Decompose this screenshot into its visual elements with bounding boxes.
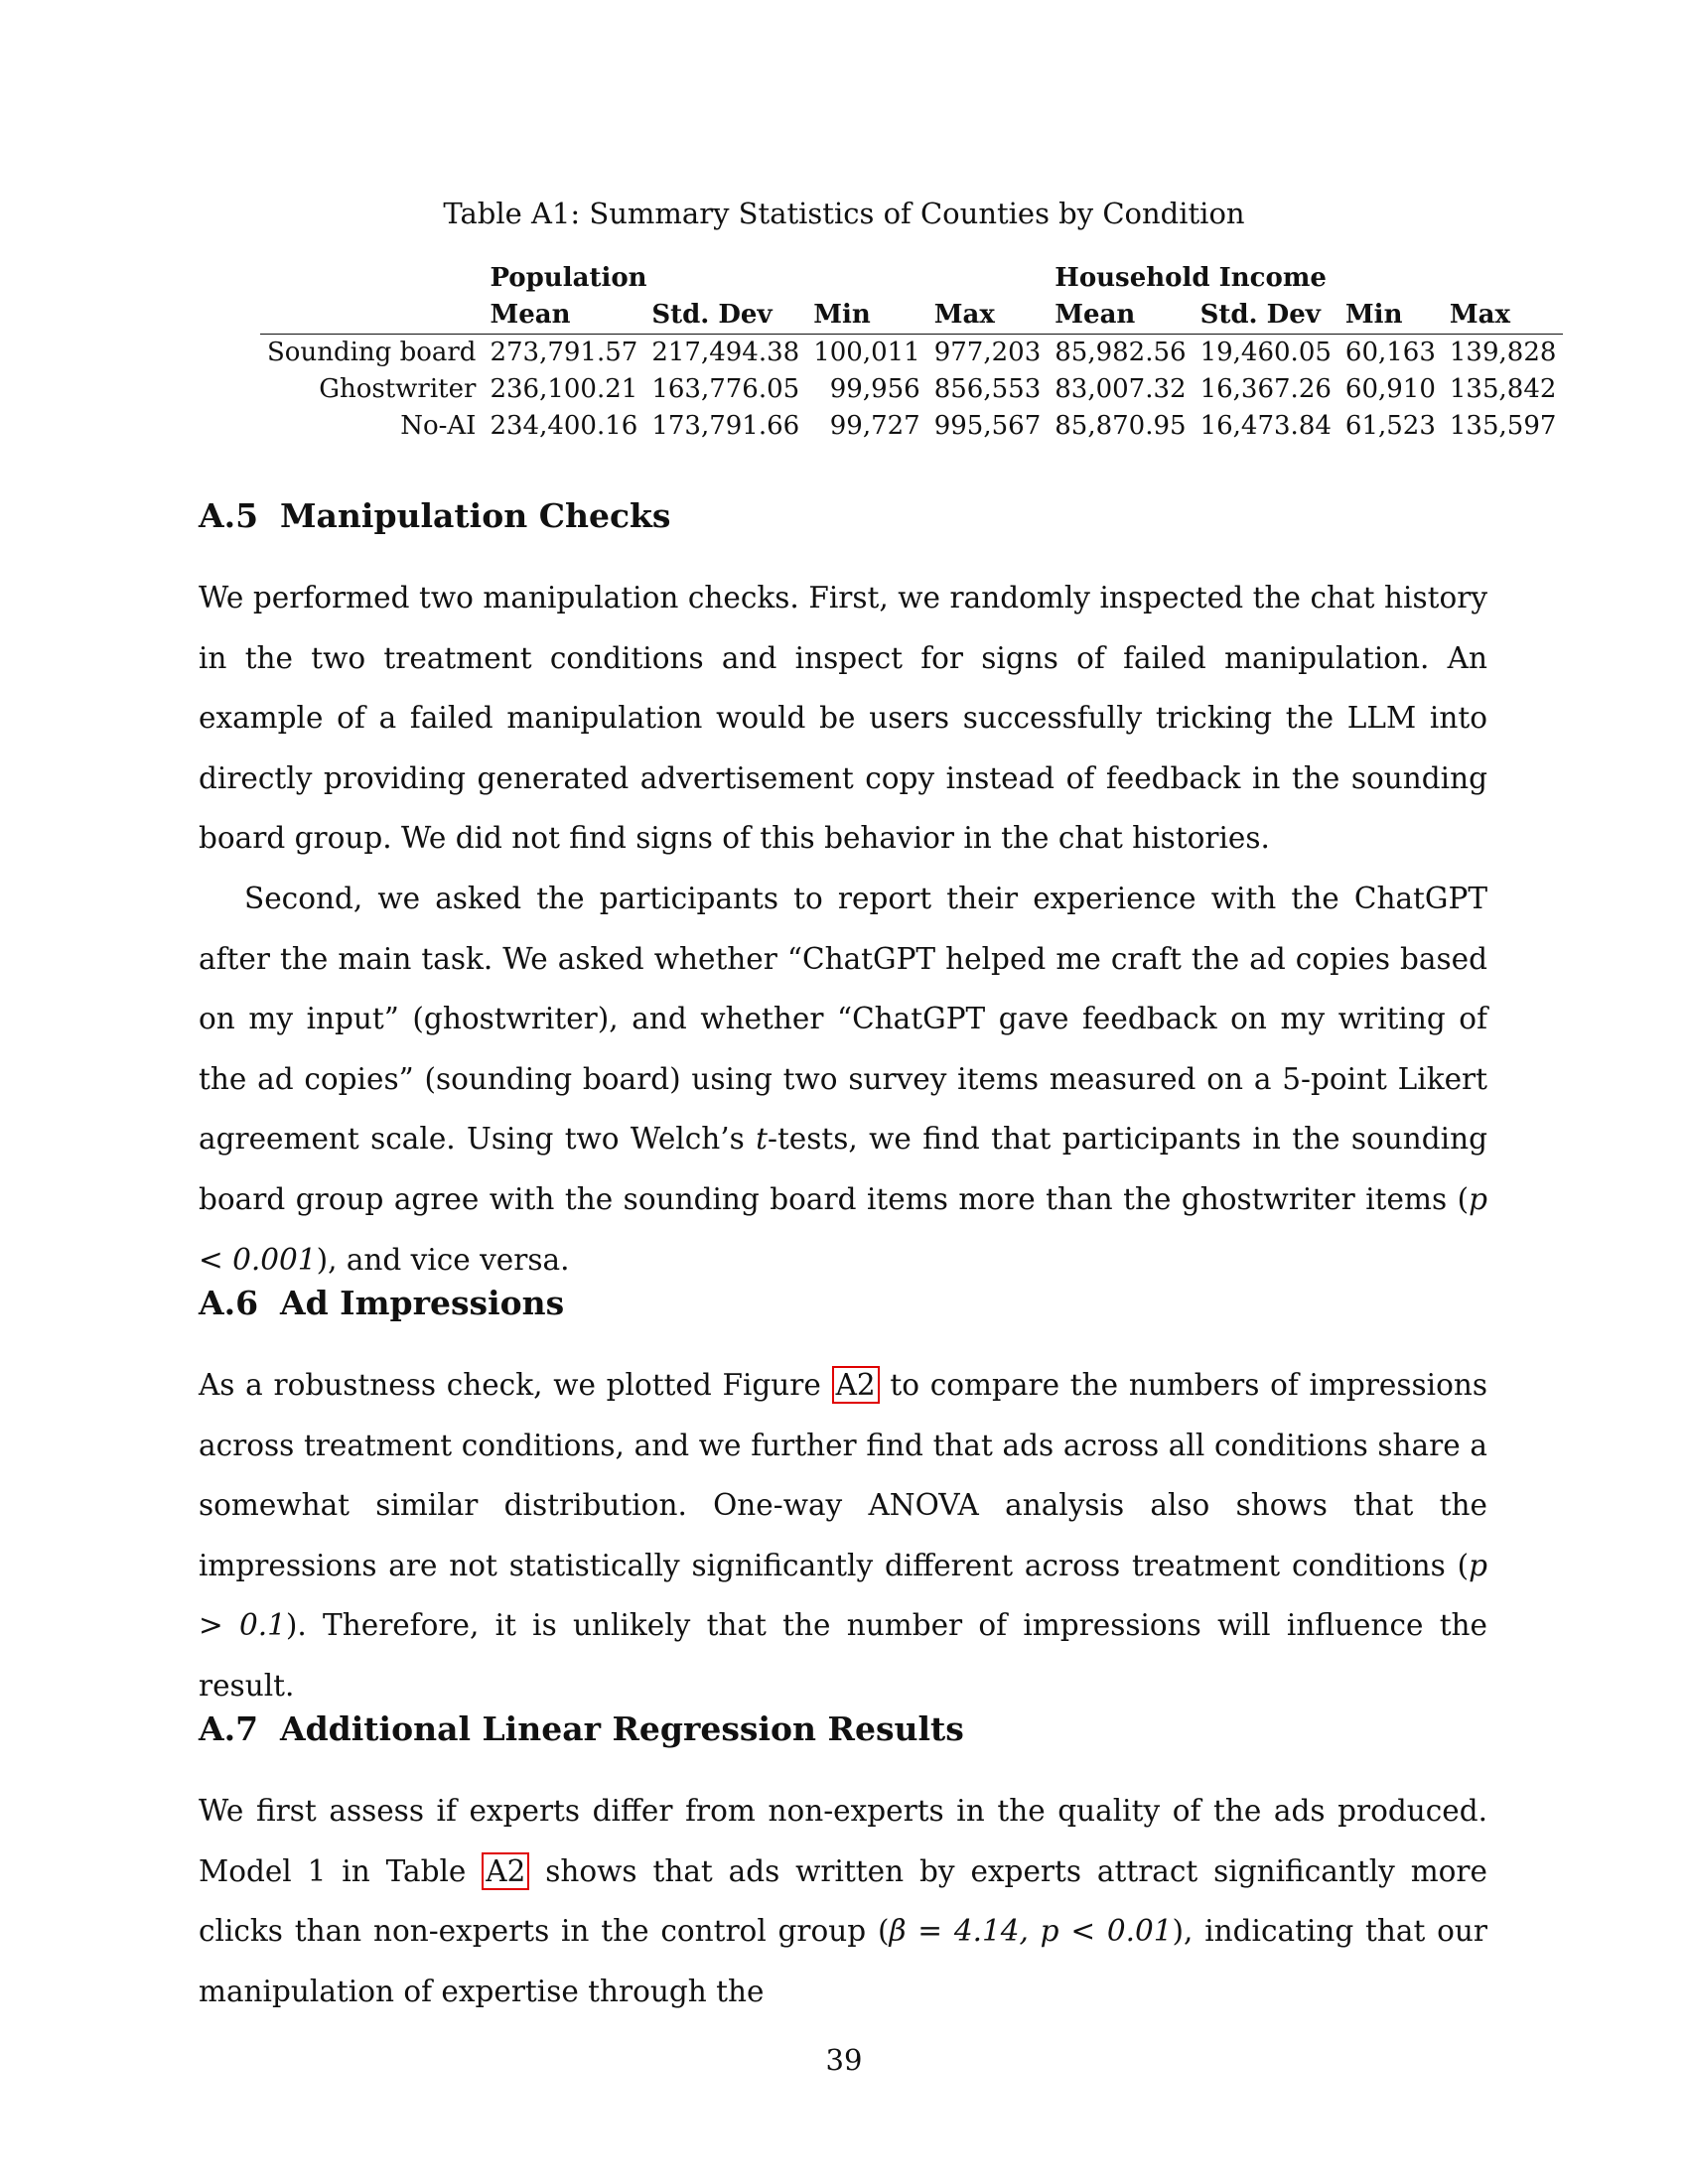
- column-header: Mean: [490, 300, 571, 330]
- text-run: ), indicating that our manipulation of expertise through the: [199, 1914, 1487, 2008]
- table-group-header-row: [260, 260, 1563, 297]
- column-header: Std. Dev: [651, 300, 773, 330]
- table-cell: 977,203: [927, 335, 1049, 372]
- column-header: Mean: [1055, 300, 1136, 330]
- table-caption: Table A1: Summary Statistics of Counties by Condition: [443, 197, 1245, 230]
- table-cell: 236,100.21: [490, 374, 638, 404]
- text-run: As a robustness check, we plotted Figure: [199, 1368, 832, 1402]
- table-corner-sub: [260, 297, 483, 335]
- section-number: A.5: [199, 496, 259, 535]
- section-number: A.6: [199, 1284, 259, 1322]
- table-row: [260, 408, 1563, 445]
- text-run: to compare the numbers of impressions across treatment conditions, and we further find that ads across all conditions share a somewhat similar distribution. One-way ANOVA analysis also shows that the impressions are not statistically significantly different across treatment conditions (: [199, 1368, 1487, 1582]
- table-cell: 61,523: [1344, 411, 1436, 441]
- table-cell: 995,567: [933, 411, 1042, 441]
- table-column-header-row: [260, 297, 1563, 335]
- table-cell: 139,828: [1443, 335, 1564, 372]
- text-run: Second, we asked the participants to report their experience with the ChatGPT after the main task. We asked whether “ChatGPT helped me craft the ad copies based on my input” (ghostwriter), and whether “ChatGPT gave feedback on my writing of the ad copies” (sounding board) using two survey items measured on a 5-point Likert agreement scale. Using two Welch’s: [199, 882, 1487, 1157]
- math-t: t: [756, 1122, 768, 1157]
- column-header: Min: [813, 300, 871, 330]
- section-heading-a5: [199, 496, 671, 535]
- paragraph-a6: [199, 1355, 1487, 1716]
- column-header: Max: [933, 300, 995, 330]
- page-number: 39: [825, 2043, 863, 2077]
- group-header-population: Population: [490, 263, 647, 293]
- summary-statistics-table: [260, 260, 1563, 445]
- section-number: A.7: [199, 1709, 259, 1748]
- table-cell: 85,870.95: [1055, 411, 1187, 441]
- text-run: We first assess if experts differ from non-experts in the quality of the ads produced. Model 1 in Table: [199, 1794, 1487, 1888]
- section-heading-a6: [199, 1284, 564, 1322]
- table-cell: 100,011: [806, 335, 927, 372]
- math-inline: β = 4.14, p < 0.01: [889, 1914, 1173, 1949]
- group-header-household-income: Household Income: [1055, 263, 1327, 293]
- table-cell: 135,842: [1449, 374, 1557, 404]
- table-row: [260, 335, 1563, 372]
- row-label: Ghostwriter: [319, 374, 477, 404]
- section-title: Manipulation Checks: [280, 496, 671, 535]
- column-header: Std. Dev: [1199, 300, 1321, 330]
- table-row: [260, 371, 1563, 408]
- table-cell: 234,400.16: [490, 411, 638, 441]
- row-label: Sounding board: [260, 335, 483, 372]
- column-header: Max: [1449, 300, 1511, 330]
- math-inline: p > 0.1: [199, 1548, 1487, 1643]
- paragraph-a5-2: [199, 869, 1487, 1290]
- table-cell: 99,727: [829, 411, 920, 441]
- table-cell: 16,473.84: [1199, 411, 1332, 441]
- figure-ref-link[interactable]: A2: [832, 1366, 880, 1404]
- table-cell: 60,910: [1344, 374, 1436, 404]
- section-title: Ad Impressions: [280, 1284, 565, 1322]
- text-run: -tests, we find that participants in the sounding board group agree with the sounding board items more than the ghostwriter items (: [199, 1122, 1487, 1216]
- table-cell: 173,791.66: [651, 411, 800, 441]
- text-run: ). Therefore, it is unlikely that the number of impressions will influence the result.: [199, 1608, 1488, 1703]
- row-label: No-AI: [400, 411, 477, 441]
- table-cell: 217,494.38: [644, 335, 806, 372]
- table-corner: [260, 260, 483, 297]
- section-title: Additional Linear Regression Results: [280, 1709, 964, 1748]
- paragraph-a7: [199, 1781, 1487, 2021]
- section-heading-a7: [199, 1709, 964, 1748]
- table-ref-link[interactable]: A2: [482, 1852, 529, 1890]
- paragraph-a5-1: We performed two manipulation checks. First, we randomly inspected the chat history in the two treatment conditions and inspect for signs of failed manipulation. An example of a failed manipulation would be users successfully tricking the LLM into directly providing generated advertisement copy instead of feedback in the sounding board group. We did not find signs of this behavior in the chat histories.: [199, 581, 1487, 856]
- table-cell: 856,553: [933, 374, 1042, 404]
- column-header: Min: [1344, 300, 1403, 330]
- math-inline: p < 0.001: [199, 1181, 1487, 1277]
- table-cell: 99,956: [829, 374, 920, 404]
- table-cell: 85,982.56: [1048, 335, 1193, 372]
- table-cell: 163,776.05: [651, 374, 800, 404]
- table-cell: 273,791.57: [483, 335, 644, 372]
- text-run: shows that ads written by experts attract significantly more clicks than non-experts in the control group (: [199, 1853, 1487, 1949]
- text-run: ), and vice versa.: [316, 1242, 570, 1277]
- table-cell: 135,597: [1449, 411, 1557, 441]
- table-cell: 19,460.05: [1194, 335, 1338, 372]
- table-cell: 83,007.32: [1055, 374, 1187, 404]
- table-cell: 16,367.26: [1199, 374, 1332, 404]
- table-cell: 60,163: [1338, 335, 1443, 372]
